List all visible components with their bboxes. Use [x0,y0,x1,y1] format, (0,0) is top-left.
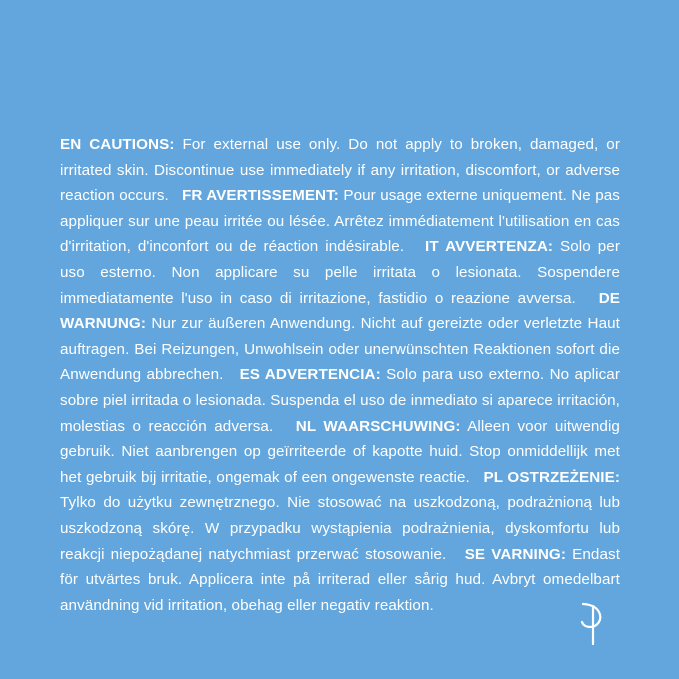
caution-text-es: Solo para uso externo. No aplicar sobre piel irritada o lesionada. Suspenda el uso de inmediato si aparece irritación, molestias o reacción adversa. [60,366,620,435]
caution-label-it: IT AVVERTENZA: [425,238,554,256]
segment-gap [281,418,296,435]
segment-gap [173,187,182,204]
caution-label-nl: NL WAARSCHUWING: [295,417,461,435]
caution-label-fr: FR AVERTISSEMENT: [181,187,339,205]
caution-text-it: Solo per uso esterno. Non applicare su pelle irritata o lesionata. Sospendere immediatamente l'uso in caso di irritazione, fastidio o reazione avversa. [60,238,621,307]
caution-text-nl: Alleen voor uitwendig gebruik. Niet aanbrengen op geïrriteerde of kapotte huid. Stop onmiddellijk met het gebruik bij irritatie, ongemak of een ongewenste reactie. [60,417,620,486]
caution-text-de: Nur zur äußeren Anwendung. Nicht auf gereizte oder verletzte Haut auftragen. Bei Reizungen, Unwohlsein oder unerwünschten Reaktionen sofort die Anwendung abbrechen. [60,315,620,384]
segment-gap [229,366,240,383]
caution-text-en: For external use only. Do not apply to broken, damaged, or irritated skin. Discontinue use immediately if any irritation, discomfort, or adverse reaction occurs. [60,136,620,205]
caution-label-es: ES ADVERTENCIA: [239,366,381,384]
caution-label-pl: PL OSTRZEŻENIE: [483,468,621,486]
segment-gap [411,238,425,255]
caution-label-en: EN CAUTIONS: [60,136,175,153]
caution-label-de: DE WARNUNG: [60,289,621,333]
caution-text-fr: Pour usage externe uniquement. Ne pas appliquer sur une peau irritée ou lésée. Arrêtez immédiatement l'utilisation en cas d'irritation, d'inconfort ou de réaction indésirable. [60,187,620,256]
caution-text-se: Endast för utvärtes bruk. Applicera inte på irriterad eller sårig hud. Avbryt omedelbart användning vid irritation, obehag eller negativ reaktion. [60,545,621,614]
segment-gap [583,290,598,307]
segment-gap [452,546,464,563]
multilingual-cautions-text [60,132,620,618]
segment-gap [474,469,483,486]
caution-label-se: SE VARNING: [464,545,567,563]
brand-monogram-icon [573,600,613,646]
caution-text-pl: Tylko do użytku zewnętrznego. Nie stosować na uszkodzoną, podrażnioną lub uszkodzoną skórę. W przypadku wystąpienia podrażnienia, dyskomfortu lub reakcji niepożądanej natychmiast przerwać stosowanie. [60,494,620,563]
